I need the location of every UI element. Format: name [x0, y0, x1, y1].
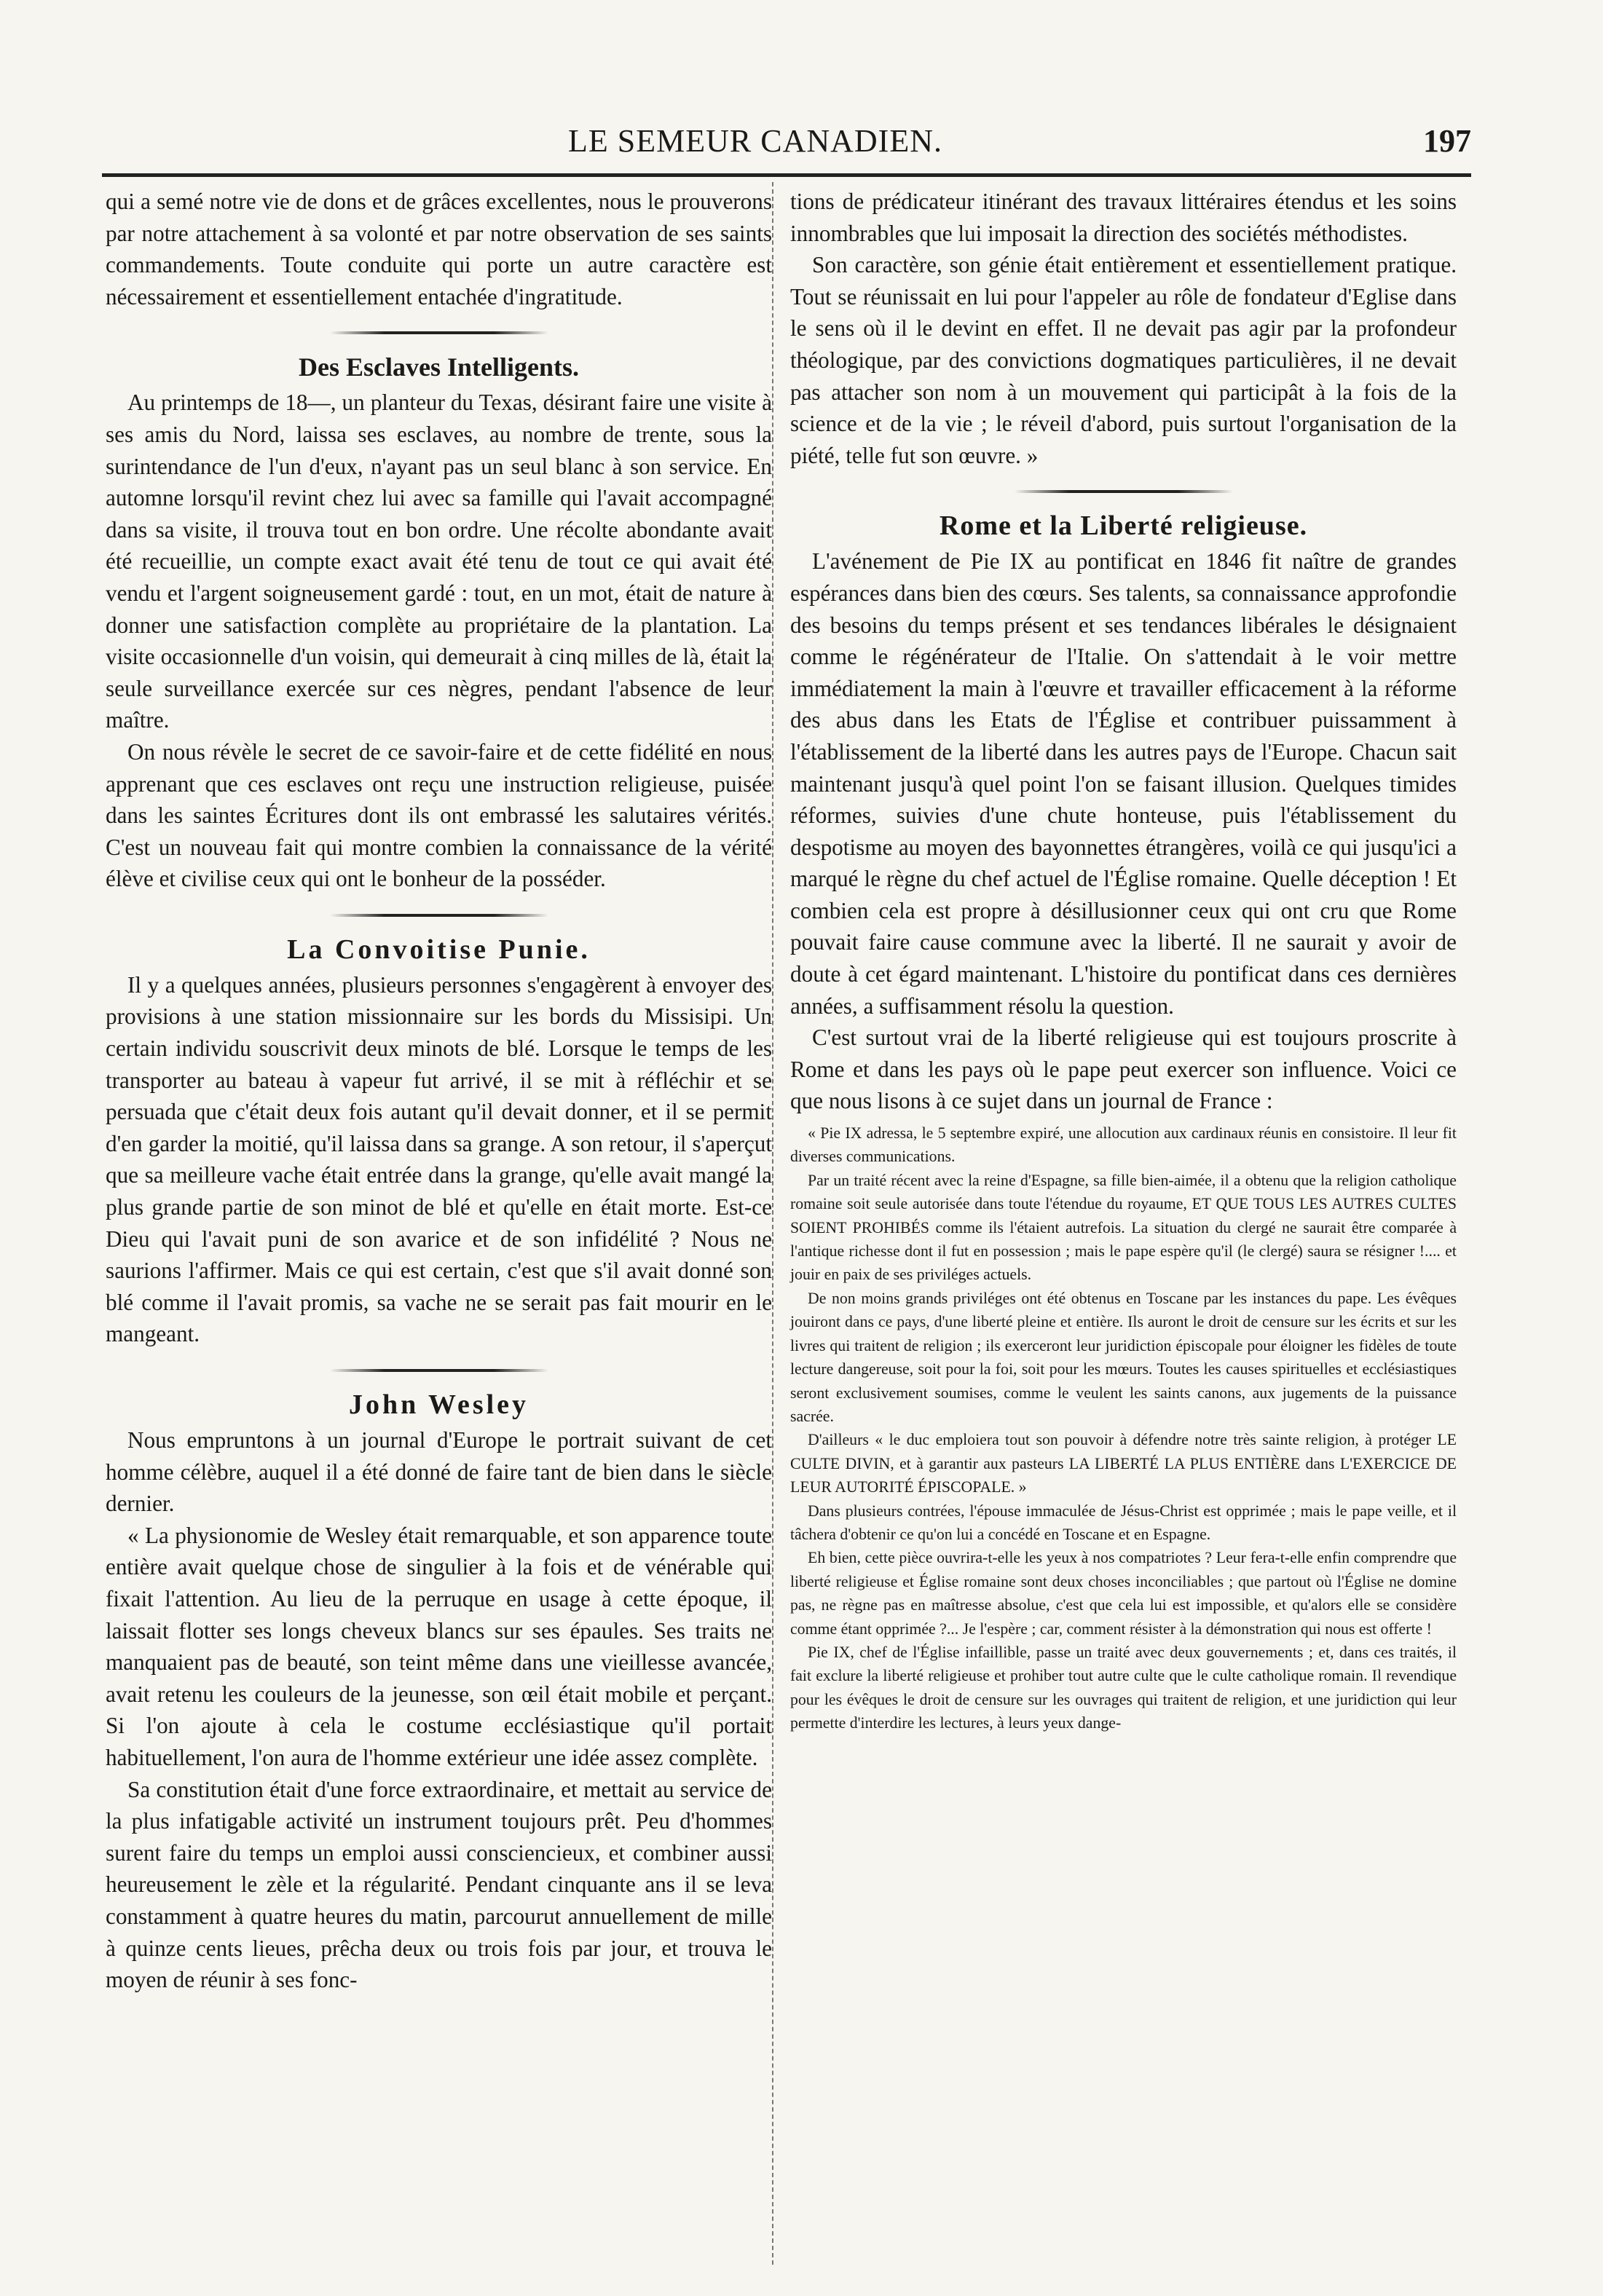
section-divider	[330, 914, 548, 917]
quote-paragraph: Par un traité récent avec la reine d'Espagne, sa fille bien-aimée, il a obtenu que la religion catholique romaine soit seule autorisée dans toute l'étendue du royaume, ET QUE TOUS LES AUTRES CULTES SOIENT PROHIBÉS comme ils l'étaient autrefois. La situation du clergé ne saurait être comparée à l'antique richesse dont il fut en possession ; mais le pape espère qu'il (le clergé) saura se résigner !.... et jouir en paix de ses priviléges actuels.	[790, 1171, 1457, 1284]
quote-paragraph: De non moins grands priviléges ont été obtenus en Toscane par les instances du pape. Les évêques jouiront dans ce pays, d'une liberté pleine et entière. Ils auront le droit de censure sur les écrits et sur les livres qui traitent de religion ; ils exerceront leur juridiction épiscopale pour éloigner les fidèles de toute lecture dangereuse, soit pour la foi, soit pour les mœurs. Toutes les causes spirituelles et ecclésiastiques seront exclusivement soumises, comme le veulent les saints canons, aux jugements de la puissance sacrée.	[790, 1289, 1457, 1425]
article-heading-rome: Rome et la Liberté religieuse.	[939, 510, 1308, 542]
column-divider	[772, 182, 773, 2265]
running-title: LE SEMEUR CANADIEN.	[568, 123, 942, 159]
page-number: 197	[1423, 123, 1471, 159]
right-column	[790, 186, 1457, 1735]
quote-paragraph: Dans plusieurs contrées, l'épouse immaculée de Jésus-Christ est opprimée ; mais le pape veille, et il tâchera d'obtenir ce qu'on lui a concédé en Toscane et en Espagne.	[790, 1502, 1457, 1543]
article-paragraph: Au printemps de 18—, un planteur du Texas, désirant faire une visite à ses amis du Nord, laissa ses esclaves, au nombre de trente, sous la surintendance de l'un d'eux, n'ayant pas un seul blanc à son service. En automne lorsqu'il revint chez lui avec sa famille qui l'avait accompagné dans sa visite, il trouva tout en bon ordre. Une récolte abondante avait été recueillie, un compte exact avait été tenu de tout ce qui avait été vendu et l'argent soigneusement gardé : tout, en un mot, était de nature à donner une satisfaction complète au propriétaire de la plantation. La visite occasionnelle d'un voisin, qui demeurait à cinq milles de là, était la seule surveillance exercée sur ces nègres, pendant l'absence de leur maître.	[106, 390, 772, 733]
article-paragraph: Son caractère, son génie était entièrement et essentiellement pratique. Tout se réunissait en lui pour l'appeler au rôle de fondateur d'Eglise dans le sens où il le devint en effet. Il ne devait pas agir par la profondeur théologique, par des convictions dogmatiques particulières, il ne devait pas attacher son nom à un mouvement qui participât à la fois de la science et de la vie ; le réveil d'abord, puis surtout l'organisation de la piété, telle fut son œuvre. »	[790, 252, 1457, 468]
article-paragraph: « La physionomie de Wesley était remarquable, et son apparence toute entière avait quelque chose de singulier à la fois et de vénérable qui fixait l'attention. Au lieu de la perruque en usage à cette époque, il laissait flotter ses longs cheveux blancs sur ses épaules. Ses traits ne manquaient pas de beauté, son teint même dans une vieillesse avancée, avait retenu les couleurs de la jeunesse, son œil était mobile et perçant. Si l'on ajoute à cela le costume ecclésiastique qu'il portait habituellement, l'on aura de l'homme extérieur une idée assez complète.	[106, 1522, 772, 1770]
article-paragraph: Sa constitution était d'une force extraordinaire, et mettait au service de la plus infatigable activité un instrument toujours prêt. Peu d'hommes surent faire du temps un emploi aussi consciencieux, et combiner aussi heureusement le zèle et la régularité. Pendant cinquante ans il se leva constamment à quatre heures du matin, parcourut annuellement de mille à quinze cents lieues, prêcha deux ou trois fois par jour, et trouva le moyen de réunir à ses fonc-	[106, 1776, 772, 1993]
article-paragraph: Nous empruntons à un journal d'Europe le portrait suivant de cet homme célèbre, auquel il a été donné de faire tant de bien dans le siècle dernier.	[106, 1427, 772, 1517]
article-paragraph: Il y a quelques années, plusieurs personnes s'engagèrent à envoyer des provisions à une station missionnaire sur les bords du Missisipi. Un certain individu souscrivit deux minots de blé. Lorsque le temps de les transporter au bateau à vapeur fut arrivé, il se mit à réfléchir et se persuada que c'était deux fois autant qu'il devait donner, et il se permit d'en garder la moitié, qu'il laissa dans sa grange. A son retour, il s'aperçut que sa meilleure vache était entrée dans la grange, qu'elle avait mangé la plus grande partie de son minot de blé et qu'elle en était morte. Est-ce Dieu qui l'avait puni de son avarice et de son infidélité ? Nous ne saurions l'affirmer. Mais ce qui est certain, c'est que s'il avait donné son blé comme il l'avait promis, sa vache ne se serait pas fait mourir en le mangeant.	[106, 971, 772, 1347]
header-rule	[102, 173, 1471, 177]
quoted-excerpt	[790, 1121, 1457, 1735]
article-paragraph: L'avénement de Pie IX au pontificat en 1846 fit naître de grandes espérances dans bien des cœurs. Ses talents, sa connaissance approfondie des besoins du temps présent et ses tendances libérales le désignaient comme le régénérateur de l'Italie. On s'attendait à le voir mettre immédiatement la main à l'œuvre et travailler efficacement à la réforme des abus dans les Etats de l'Église et contribuer puissamment à l'établissement de la liberté dans les autres pays de l'Europe. Chacun sait maintenant jusqu'à quel point l'on se faisant illusion. Quelques timides réformes, suivies d'une chute honteuse, puis l'établissement du despotisme au moyen des bayonnettes étrangères, voilà ce qui jusqu'ici a marqué le règne du chef actuel de l'Église romaine. Quelle déception ! Et combien cela est propre à désillusionner ceux qui ont cru que Rome pouvait faire cause commune avec la liberté. Il ne saurait y avoir de doute à cet égard maintenant. L'histoire du pontificat dans ces dernières années, a suffisamment résolu la question.	[790, 548, 1457, 1019]
quote-paragraph: « Pie IX adressa, le 5 septembre expiré, une allocution aux cardinaux réunis en consistoire. Il leur fit diverses communications.	[790, 1124, 1457, 1166]
article-paragraph: C'est surtout vrai de la liberté religieuse qui est toujours proscrite à Rome et dans les pays où le pape peut exercer son influence. Voici ce que nous lisons à ce sujet dans un journal de France :	[790, 1025, 1457, 1114]
intro-paragraph: qui a semé notre vie de dons et de grâces excellentes, nous le prouverons par notre attachement à sa volonté et par notre observation de ses saints commandements. Toute conduite qui porte un autre caractère est nécessairement et essentiellement entachée d'ingratitude.	[106, 189, 772, 309]
quote-paragraph: Pie IX, chef de l'Église infaillible, passe un traité avec deux gouvernements ; et, dans ces traités, il fait exclure la liberté religieuse et prohiber tout autre culte que le culte catholique romain. Il revendique pour les évêques le droit de censure sur les ouvrages qui traitent de religion, et une juridiction qui leur permette d'interdire les lectures, à leurs yeux dange-	[790, 1643, 1457, 1732]
article-paragraph: On nous révèle le secret de ce savoir-faire et de cette fidélité en nous apprenant que ces esclaves ont reçu une instruction religieuse, puisée dans les saintes Écritures dont ils ont embrassé les salutaires vérités. C'est un nouveau fait qui montre combien la connaissance de la vérité élève et civilise ceux qui ont le bonheur de la posséder.	[106, 738, 772, 892]
left-column	[106, 186, 772, 1996]
article-heading-convoitise: La Convoitise Punie.	[287, 934, 591, 965]
article-paragraph: tions de prédicateur itinérant des travaux littéraires étendus et les soins innombrables que lui imposait la direction des sociétés méthodistes.	[790, 189, 1457, 246]
quote-paragraph: D'ailleurs « le duc emploiera tout son pouvoir à défendre notre très sainte religion, à protéger LE CULTE DIVIN, et à garantir aux pasteurs LA LIBERTÉ LA PLUS ENTIÈRE dans L'EXERCICE DE LEUR AUTORITÉ ÉPISCOPALE. »	[790, 1431, 1457, 1496]
article-heading-esclaves: Des Esclaves Intelligents.	[299, 352, 579, 382]
page-header	[102, 122, 1471, 167]
article-heading-wesley: John Wesley	[348, 1389, 529, 1420]
section-divider	[1015, 490, 1233, 493]
quote-paragraph: Eh bien, cette pièce ouvrira-t-elle les yeux à nos compatriotes ? Leur fera-t-elle enfin comprendre que liberté religieuse et Église romaine sont deux choses inconciliables ; que partout où l'Église ne domine pas, ne règne pas en maîtresse absolue, c'est que cela lui est impossible, et qu'alors elle se considère comme étant opprimée ?... Je l'espère ; car, comment résister à la démonstration qui nous est offerte !	[790, 1549, 1457, 1638]
section-divider	[330, 1369, 548, 1372]
section-divider	[330, 331, 548, 334]
